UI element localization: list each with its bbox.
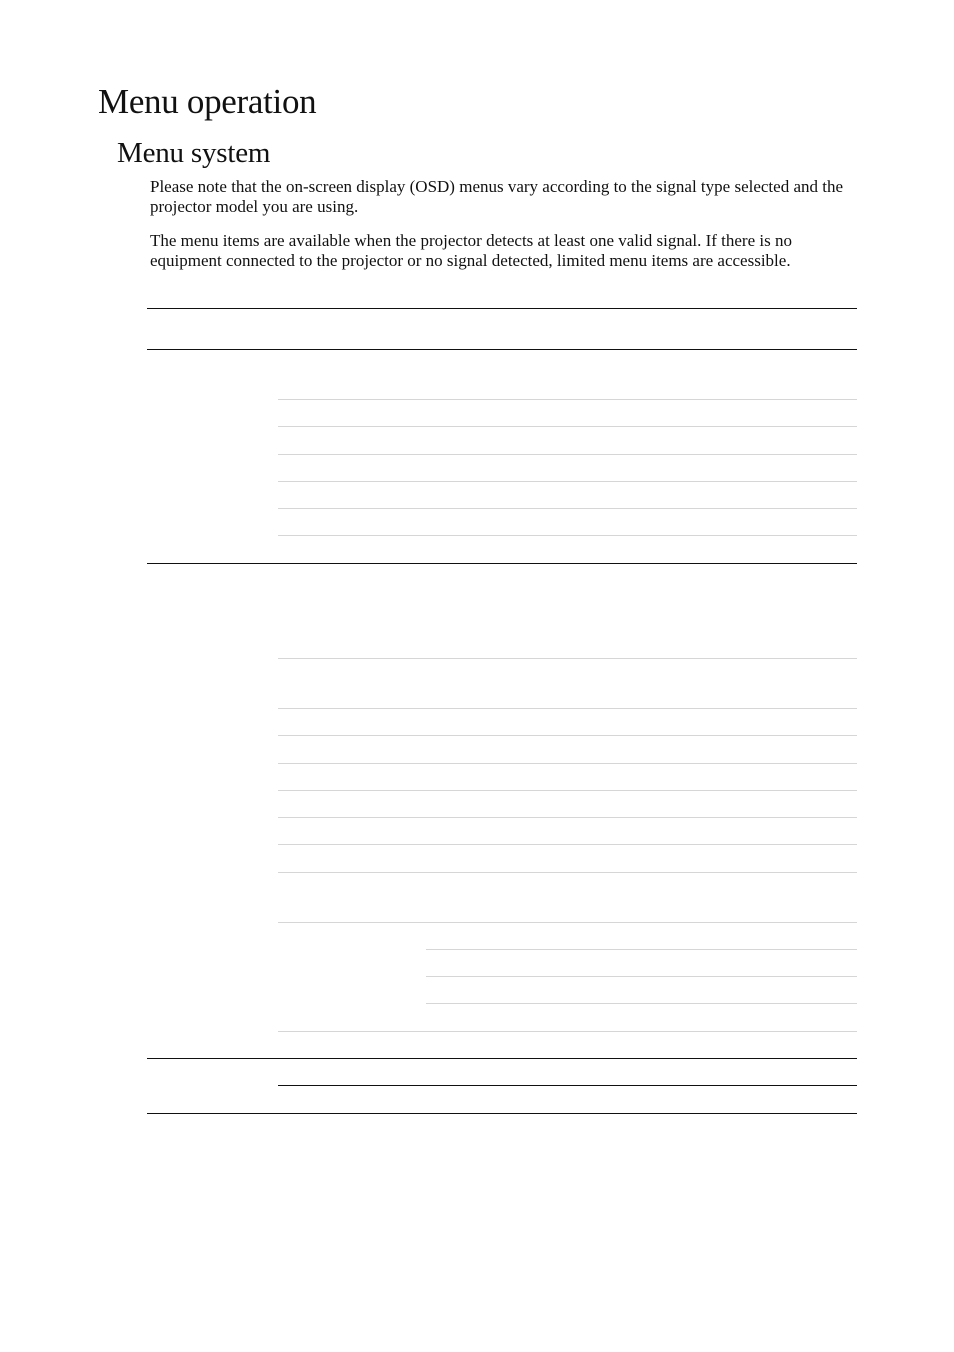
row-divider <box>278 508 857 509</box>
row-divider <box>278 399 857 400</box>
row-divider <box>278 922 857 923</box>
table-bottom-rule <box>147 1113 857 1114</box>
group-divider <box>147 563 857 564</box>
row-divider <box>278 735 857 736</box>
row-divider <box>278 426 857 427</box>
row-divider <box>278 658 857 659</box>
group-divider <box>147 1058 857 1059</box>
table-header-rule <box>147 349 857 350</box>
sub-row-divider <box>426 949 857 950</box>
row-divider <box>278 872 857 873</box>
row-divider <box>278 535 857 536</box>
intro-paragraph-signal: The menu items are available when the projector detects at least one valid signal. If there is no equipment connected to the projector or no signal detected, limited menu items are accessible. <box>150 231 792 270</box>
page-heading: Menu operation <box>98 82 317 121</box>
row-divider-dark <box>278 1085 857 1086</box>
section-heading: Menu system <box>117 137 271 169</box>
intro-paragraph-osd: Please note that the on-screen display (OSD) menus vary according to the signal type selected and the projector model you are using. <box>150 177 844 216</box>
sub-row-divider <box>426 976 857 977</box>
row-divider <box>278 763 857 764</box>
sub-row-divider <box>426 1003 857 1004</box>
table-top-rule <box>147 308 857 309</box>
row-divider <box>278 1031 857 1032</box>
row-divider <box>278 817 857 818</box>
row-divider <box>278 481 857 482</box>
row-divider <box>278 454 857 455</box>
row-divider <box>278 790 857 791</box>
row-divider <box>278 844 857 845</box>
row-divider <box>278 708 857 709</box>
